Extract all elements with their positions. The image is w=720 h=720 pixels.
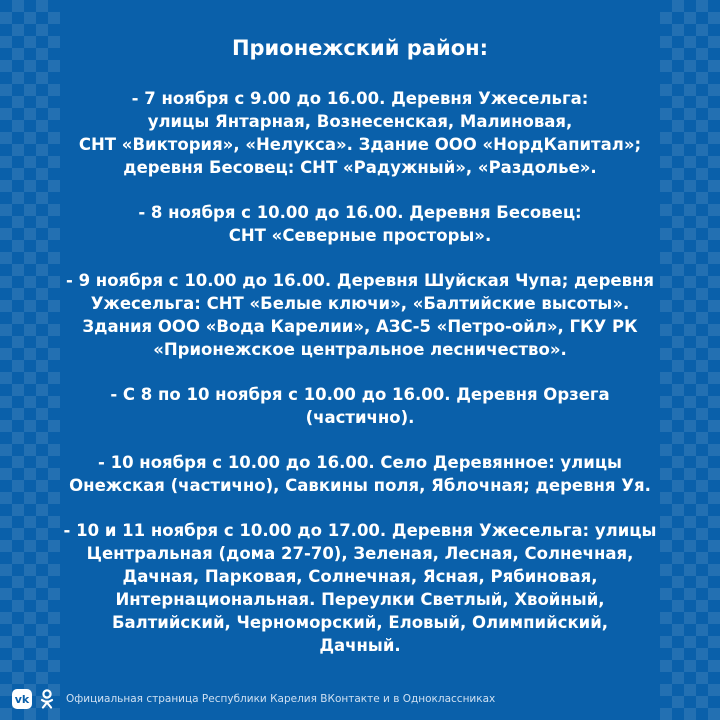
odnoklassniki-icon[interactable] <box>38 688 56 710</box>
footer <box>12 688 708 710</box>
district-title: Прионежский район: <box>231 36 489 60</box>
schedule-block-3: - 9 ноября с 10.00 до 16.00. Деревня Шуйская Чупа; деревня Ужесельга: СНТ «Белые ключи», «Балтийские высоты». Здания ООО «Вода Карелии», АЗС-5 «Петро-ойл», ГКУ РК «Прионежское центральное лесничество». <box>65 271 655 360</box>
schedule-block-2: - 8 ноября с 10.00 до 16.00. Деревня Бесовец: СНТ «Северные просторы». <box>138 203 582 246</box>
schedule-block-6: - 10 и 11 ноября с 10.00 до 17.00. Деревня Ужесельга: улицы Центральная (дома 27-70), Зеленая, Лесная, Солнечная, Дачная, Парковая, Солнечная, Ясная, Рябиновая, Интернациональная. Переулки Светлый, Хвойный, Балтийский, Черноморский, Еловый, Олимпийский, Дачный. <box>63 521 657 656</box>
vk-icon[interactable]: vk <box>12 689 32 709</box>
footer-caption: Официальная страница Республики Карелия ВКонтакте и в Одноклассниках <box>66 693 496 705</box>
schedule-block-1: - 7 ноября с 9.00 до 16.00. Деревня Ужесельга: улицы Янтарная, Вознесенская, Малиновая, СНТ «Виктория», «Нелукса». Здание ООО «НордКапитал»; деревня Бесовец: СНТ «Радужный», «Раздолье». <box>78 89 642 178</box>
announcement <box>40 36 680 679</box>
schedule-block-4: - С 8 по 10 ноября с 10.00 до 16.00. Деревня Орзега (частично). <box>110 385 610 428</box>
schedule-block-5: - 10 ноября с 10.00 до 16.00. Село Деревянное: улицы Онежская (частично), Савкины поля, Яблочная; деревня Уя. <box>69 453 651 496</box>
